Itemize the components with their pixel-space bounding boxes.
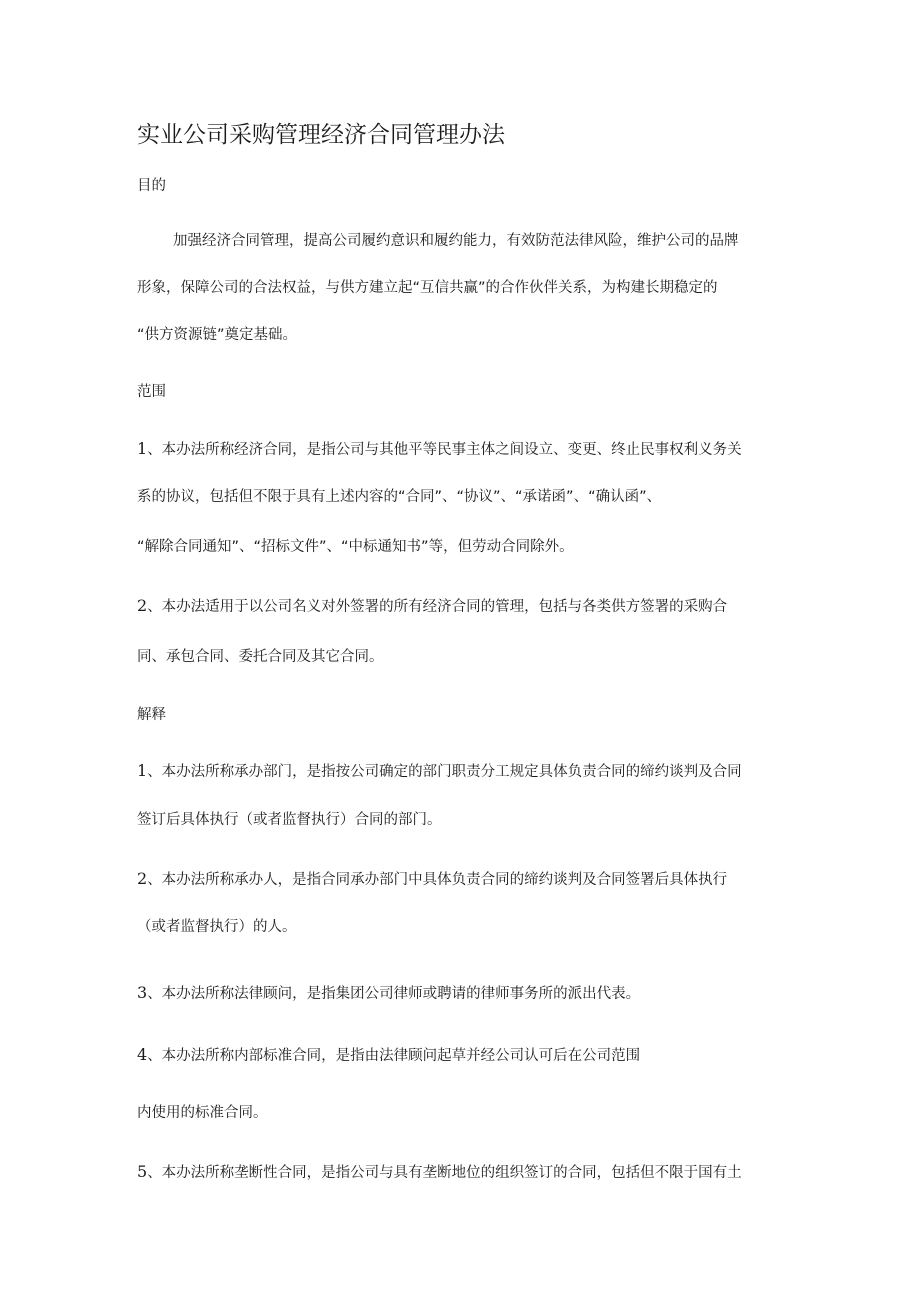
section-heading-scope: 范围 (137, 384, 166, 400)
scope-item-1-text: 、本办法所称经济合同，是指公司与其他平等民事主体之间设立、变更、终止民事权利义务关 (147, 442, 742, 458)
definitions-item-4-number: 4 (137, 1045, 148, 1064)
scope-item-2-number: 2 (137, 596, 148, 615)
scope-item-1-line-2: 系的协议，包括但不限于具有上述内容的“合同”、“协议”、“承诺函”、“确认函”、 (137, 489, 662, 505)
definitions-item-1-line-2: 签订后具体执行（或者监督执行）合同的部门。 (137, 812, 442, 828)
definitions-item-1-number: 1 (137, 761, 148, 780)
definitions-item-2-line-2: （或者监督执行）的人。 (137, 919, 297, 935)
definitions-item-3-number: 3 (137, 983, 148, 1002)
purpose-line-2: 形象，保障公司的合法权益，与供方建立起“互信共赢”的合作伙伴关系，为构建长期稳定的 (137, 280, 718, 296)
definitions-item-3-line-1 (137, 981, 640, 1006)
definitions-item-5-text: 、本办法所称垄断性合同，是指公司与具有垄断地位的组织签订的合同，包括但不限于国有土 (147, 1165, 742, 1181)
definitions-item-3-text: 、本办法所称法律顾问，是指集团公司律师或聘请的律师事务所的派出代表。 (147, 986, 641, 1002)
scope-item-2-text: 、本办法适用于以公司名义对外签署的所有经济合同的管理，包括与各类供方签署的采购合 (147, 599, 728, 615)
definitions-item-5-line-1 (137, 1160, 742, 1185)
definitions-item-2-line-1 (137, 867, 727, 892)
definitions-item-1-line-1 (137, 759, 742, 784)
scope-item-1-line-1 (137, 437, 742, 462)
scope-item-1-line-3: “解除合同通知”、“招标文件”、“中标通知书”等，但劳动合同除外。 (137, 539, 574, 555)
definitions-item-1-text: 、本办法所称承办部门，是指按公司确定的部门职责分工规定具体负责合同的缔约谈判及合同 (147, 764, 742, 780)
document-title: 实业公司采购管理经济合同管理办法 (137, 122, 505, 148)
definitions-item-4-text: 、本办法所称内部标准合同，是指由法律顾问起草并经公司认可后在公司范围 (147, 1048, 641, 1064)
section-heading-definitions: 解释 (137, 707, 166, 723)
definitions-item-4-line-2: 内使用的标准合同。 (137, 1105, 268, 1121)
definitions-item-2-number: 2 (137, 869, 148, 888)
scope-item-1-number: 1 (137, 439, 148, 458)
definitions-item-5-number: 5 (137, 1162, 148, 1181)
purpose-line-1: 加强经济合同管理，提高公司履约意识和履约能力，有效防范法律风险，维护公司的品牌 (173, 233, 739, 249)
scope-item-2-line-2: 同、承包合同、委托合同及其它合同。 (137, 649, 384, 665)
scope-item-2-line-1 (137, 594, 727, 619)
purpose-line-3: “供方资源链”奠定基础。 (137, 327, 298, 343)
section-heading-purpose: 目的 (137, 178, 166, 194)
definitions-item-4-line-1 (137, 1043, 640, 1068)
definitions-item-2-text: 、本办法所称承办人，是指合同承办部门中具体负责合同的缔约谈判及合同签署后具体执行 (147, 872, 728, 888)
